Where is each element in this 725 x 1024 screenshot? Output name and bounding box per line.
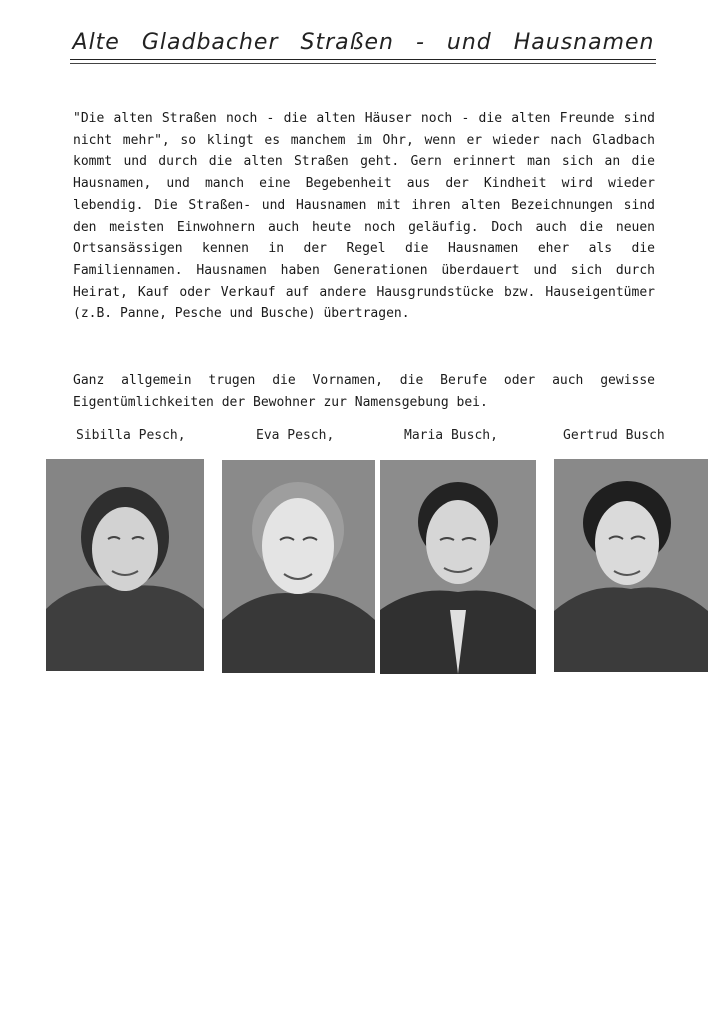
portrait-photo-3 — [380, 460, 536, 674]
portrait-caption-4: Gertrud Busch — [563, 428, 665, 443]
page-title: Alte Gladbacher Straßen - und Hausnamen — [72, 30, 655, 55]
title-underline — [70, 59, 656, 60]
portrait-caption-3: Maria Busch, — [404, 428, 498, 443]
naming-paragraph: Ganz allgemein trugen die Vornamen, die Berufe oder auch gewisse Eigentümlichkeiten der Bewohner zur Namensgebung bei. — [73, 373, 655, 410]
portrait-caption-1: Sibilla Pesch, — [76, 428, 186, 443]
portrait-photo-4 — [554, 459, 708, 672]
intro-paragraph: "Die alten Straßen noch - die alten Häuser noch - die alten Freunde sind nicht mehr", so klingt es manchem im Ohr, wenn er wieder nach Gladbach kommt und durch die alten Straßen geht. Gern erinnert man sich an die Hausnamen, und manch eine Begebenheit aus der Kindheit wird wieder lebendig. Die Straßen- und Hausnamen mit ihren alten Bezeichnungen sind den meisten Einwohnern auch heute noch geläufig. Doch auch die neuen Ortsansässigen kennen in der Regel die Hausnamen eher als die Familiennamen. Hausnamen haben Generationen überdauert und sich durch Heirat, Kauf oder Verkauf auf andere Hausgrundstücke bzw. Hauseigentümer (z.B. Panne, Pesche und Busche) übertragen. — [73, 111, 655, 322]
portrait-photo-1 — [46, 459, 204, 671]
portrait-photo-2 — [222, 460, 375, 673]
portrait-caption-2: Eva Pesch, — [256, 428, 335, 443]
title-underline-second — [70, 63, 656, 64]
